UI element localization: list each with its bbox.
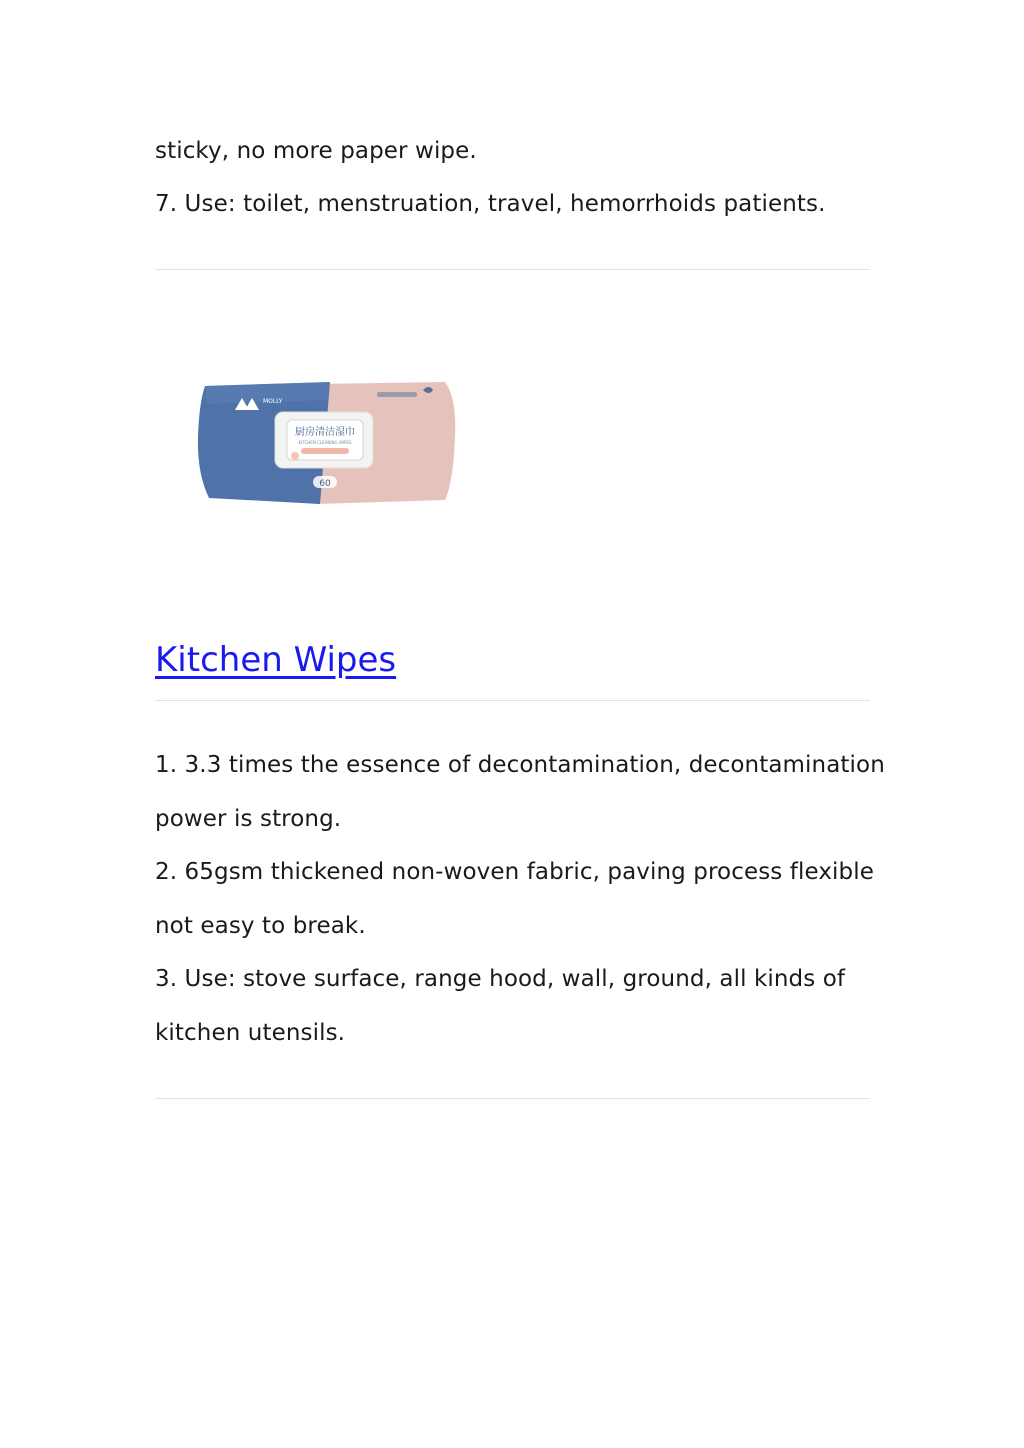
list-item-line: 2. 65gsm thickened non-woven fabric, paving process flexible <box>155 859 874 885</box>
svg-text:厨房清洁湿巾: 厨房清洁湿巾 <box>295 427 355 438</box>
svg-text:MOLLY: MOLLY <box>263 398 283 405</box>
body-text-line: 7. Use: toilet, menstruation, travel, hemorrhoids patients. <box>155 191 826 217</box>
body-text-line: sticky, no more paper wipe. <box>155 138 477 164</box>
section-heading-link[interactable]: Kitchen Wipes <box>155 640 397 680</box>
heading-divider <box>155 700 870 701</box>
list-item-line: 3. Use: stove surface, range hood, wall, ground, all kinds of <box>155 966 846 992</box>
product-image <box>195 378 460 508</box>
svg-text:60: 60 <box>319 479 331 489</box>
section-divider <box>155 1098 870 1099</box>
list-item-line: kitchen utensils. <box>155 1020 346 1046</box>
wipes-pack-illustration <box>195 378 460 508</box>
list-item-line: 1. 3.3 times the essence of decontamination, decontamination <box>155 752 885 778</box>
section-divider <box>155 269 870 270</box>
svg-text:KITCHEN CLEANING WIPES: KITCHEN CLEANING WIPES <box>298 440 352 445</box>
list-item-line: not easy to break. <box>155 913 366 939</box>
list-item-line: power is strong. <box>155 806 342 832</box>
